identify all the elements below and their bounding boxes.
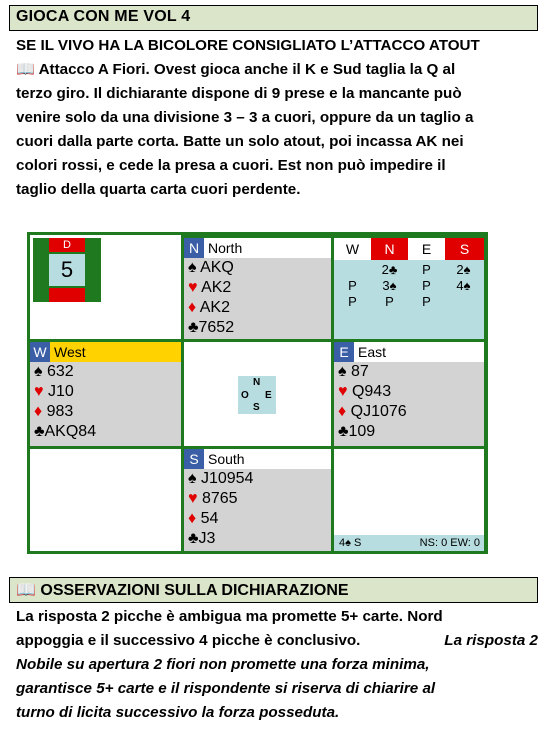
diamond-icon: ♦ (34, 403, 43, 420)
bid-header-s: S (445, 238, 484, 260)
spade-icon: ♠ (34, 363, 43, 380)
diamond-icon: ♦ (338, 403, 347, 420)
north-hand (184, 238, 331, 339)
diamond-icon: ♦ (188, 299, 197, 316)
contract: 4♠ S (339, 537, 362, 549)
compass-s: S (253, 402, 260, 413)
bid-cell: P (348, 294, 357, 309)
compass-n: N (253, 377, 261, 388)
bidding-table (334, 238, 484, 339)
table-center (184, 342, 331, 446)
west-header (30, 342, 181, 362)
spade-icon: ♠ (188, 470, 197, 487)
south-cards (184, 469, 331, 551)
bid-cell: 2♠ (456, 262, 471, 277)
west-hearts: ♥ J10 (34, 383, 74, 400)
bid-header-e: E (408, 238, 445, 260)
intro-line-2: terzo giro. Il dichiarante dispone di 9 prese e la mancante può (16, 85, 462, 102)
score: NS: 0 EW: 0 (419, 537, 480, 549)
north-diamonds: ♦ AK2 (188, 299, 230, 316)
board-number-frame (33, 238, 101, 302)
obs-line-5: turno di licita successivo la forza posseduta. (16, 704, 340, 721)
bid-cell: 4♠ (456, 278, 471, 293)
board-number: 5 (49, 254, 85, 286)
result-bar (334, 535, 484, 551)
south-hand (184, 449, 331, 551)
heart-icon: ♥ (34, 383, 44, 400)
bid-header-n: N (371, 238, 408, 260)
west-clubs: ♣AKQ84 (34, 423, 97, 440)
north-spades: ♠ AKQ (188, 259, 234, 276)
heart-icon: ♥ (188, 279, 198, 296)
club-icon: ♣ (188, 530, 199, 547)
bid-header-w: W (334, 238, 371, 260)
east-hearts: ♥ Q943 (338, 383, 392, 400)
book-icon: 📖 (16, 61, 35, 78)
west-name: West (54, 344, 86, 360)
heart-icon: ♥ (188, 490, 198, 507)
bid-cell: 2♣ (381, 262, 398, 277)
east-spades: ♠ 87 (338, 363, 369, 380)
page-title: GIOCA CON ME VOL 4 (16, 8, 191, 25)
board-info-cell (30, 235, 181, 339)
intro-line-6: taglio della quarta carta cuori perdente. (16, 181, 301, 198)
bid-cell: P (348, 278, 357, 293)
west-diamonds: ♦ 983 (34, 403, 74, 420)
north-cards (184, 258, 331, 339)
compass (238, 376, 276, 414)
north-name: North (208, 240, 243, 256)
intro-line-3: venire solo da una divisione 3 – 3 a cuori, oppure da un taglio a (16, 109, 474, 126)
empty-cell (30, 449, 181, 551)
bridge-board (27, 232, 488, 554)
observations-heading: 📖 OSSERVAZIONI SULLA DICHIARAZIONE (16, 582, 349, 599)
bid-cell: 3♠ (382, 278, 397, 293)
west-letter: W (30, 342, 50, 362)
heart-icon: ♥ (338, 383, 348, 400)
north-hearts: ♥ AK2 (188, 279, 232, 296)
obs-line-2: appoggia e il successivo 4 picche è conclusivo. La risposta 2 (16, 629, 538, 653)
north-letter: N (184, 238, 204, 258)
north-clubs: ♣7652 (188, 319, 235, 336)
obs-line-1: La risposta 2 picche è ambigua ma promette 5+ carte. Nord (16, 608, 443, 625)
south-header (184, 449, 331, 469)
intro-line-1: 📖 Attacco A Fiori. Ovest gioca anche il K e Sud taglia la Q al (16, 61, 456, 78)
diamond-icon: ♦ (188, 510, 197, 527)
compass-o: O (241, 390, 249, 401)
west-spades: ♠ 632 (34, 363, 74, 380)
east-name: East (358, 344, 387, 360)
vulnerability-bar (49, 288, 85, 302)
club-icon: ♣ (188, 319, 199, 336)
south-diamonds: ♦ 54 (188, 510, 219, 527)
south-name: South (208, 451, 245, 467)
bidding-box (334, 238, 484, 339)
south-letter: S (184, 449, 204, 469)
east-letter: E (334, 342, 354, 362)
south-clubs: ♣J3 (188, 530, 216, 547)
result-cell (334, 449, 484, 551)
north-header (184, 238, 331, 258)
south-spades: ♠ J10954 (188, 470, 254, 487)
club-icon: ♣ (34, 423, 45, 440)
club-icon: ♣ (338, 423, 349, 440)
east-cards (334, 362, 484, 446)
intro-line-4: cuori dalla parte corta. Batte un solo atout, poi incassa AK nei (16, 133, 464, 150)
obs-line-4: garantisce 5+ carte e il rispondente si riserva di chiarire al (16, 680, 436, 697)
east-header (334, 342, 484, 362)
bid-cell: P (422, 294, 431, 309)
spade-icon: ♠ (338, 363, 347, 380)
dealer-badge: D (49, 238, 85, 252)
obs-line-3: Nobile su apertura 2 fiori non promette una forza minima, (16, 656, 430, 673)
intro-heading: SE IL VIVO HA LA BICOLORE CONSIGLIATO L’ATTACCO ATOUT (16, 37, 480, 54)
bid-cell: P (422, 262, 431, 277)
spade-icon: ♠ (188, 259, 197, 276)
compass-e: E (265, 390, 272, 401)
east-diamonds: ♦ QJ1076 (338, 403, 407, 420)
obs-italic-start: La risposta 2 (444, 632, 538, 649)
intro-line-5: colori rossi, e cede la presa a cuori. Est non può impedire il (16, 157, 446, 174)
bid-cell: P (385, 294, 394, 309)
south-hearts: ♥ 8765 (188, 490, 238, 507)
bid-cell: P (422, 278, 431, 293)
east-clubs: ♣109 (338, 423, 376, 440)
east-hand (334, 342, 484, 446)
west-hand (30, 342, 181, 446)
book-icon: 📖 (16, 582, 36, 599)
west-cards (30, 362, 181, 446)
